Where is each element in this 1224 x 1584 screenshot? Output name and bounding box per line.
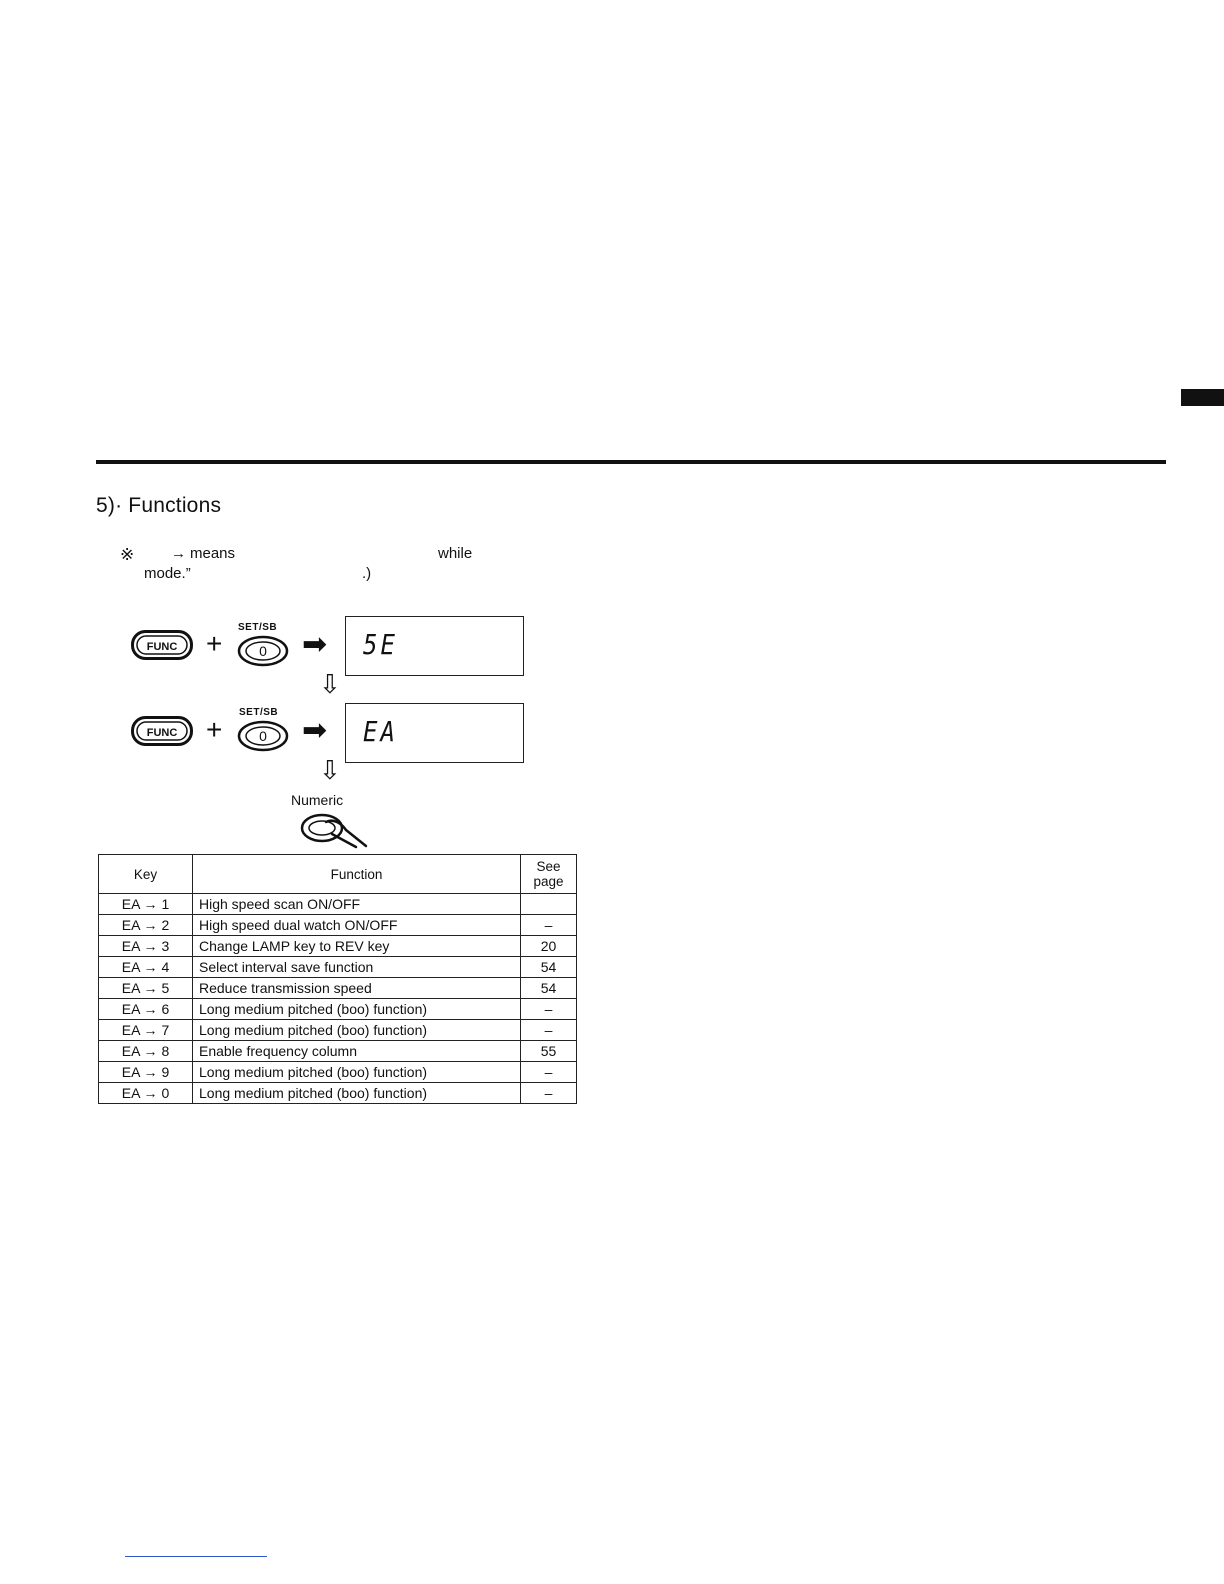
page-cell: 20 [521, 936, 577, 957]
lcd-text-1: 5E [363, 628, 398, 662]
function-cell: Long medium pitched (boo) function) [193, 1083, 521, 1104]
func-key-icon [131, 630, 193, 660]
table-row [99, 999, 577, 1020]
note-arrow: → [171, 545, 186, 562]
table-row [99, 978, 577, 999]
plus-sign-2: + [206, 714, 223, 745]
key-cell: EA → 0 [99, 1083, 193, 1104]
key-cell: EA → 4 [99, 957, 193, 978]
section-rule [96, 460, 1166, 464]
zero-key-icon [237, 720, 289, 752]
page-cell: – [521, 1083, 577, 1104]
function-cell: Reduce transmission speed [193, 978, 521, 999]
header-key: Key [99, 855, 193, 894]
table-row [99, 936, 577, 957]
arrow-down-icon: ⇩ [319, 669, 341, 699]
key-cell: EA → 5 [99, 978, 193, 999]
page-cell: – [521, 915, 577, 936]
lcd-display-2 [345, 703, 524, 763]
table-row [99, 1062, 577, 1083]
function-cell: Long medium pitched (boo) function) [193, 1062, 521, 1083]
arrow-right-icon: ➡ [302, 714, 328, 747]
set-sb-caption-1: SET/SB [238, 622, 278, 633]
table-row [99, 1020, 577, 1041]
arrow-right-icon: ➡ [302, 628, 328, 661]
function-cell: Long medium pitched (boo) function) [193, 999, 521, 1020]
svg-text:0: 0 [259, 728, 267, 744]
zero-key-icon [237, 635, 289, 667]
key-cell: EA → 9 [99, 1062, 193, 1083]
function-cell: High speed dual watch ON/OFF [193, 915, 521, 936]
note-mode: mode.” [144, 565, 191, 582]
note-means: means [190, 545, 236, 562]
svg-text:FUNC: FUNC [146, 641, 178, 653]
function-cell: Select interval save function [193, 957, 521, 978]
func-key-icon [131, 716, 193, 746]
header-function: Function [193, 855, 521, 894]
set-sb-caption-2: SET/SB [239, 707, 279, 718]
footer-link-underline [125, 1556, 267, 1557]
key-cell: EA → 7 [99, 1020, 193, 1041]
note-while: while [438, 545, 473, 562]
lcd-display-1 [345, 616, 524, 676]
page-cell [521, 894, 577, 915]
function-cell: High speed scan ON/OFF [193, 894, 521, 915]
page-cell: 54 [521, 978, 577, 999]
finger-press-icon [300, 810, 372, 850]
key-cell: EA → 1 [99, 894, 193, 915]
page-cell: – [521, 999, 577, 1020]
table-row [99, 915, 577, 936]
function-cell: Long medium pitched (boo) function) [193, 1020, 521, 1041]
page-edge-tab [1181, 389, 1224, 406]
set-key-2 [237, 720, 289, 757]
page-cell: 54 [521, 957, 577, 978]
func-key-2 [131, 716, 193, 751]
key-cell: EA → 3 [99, 936, 193, 957]
lcd-text-2: EA [363, 715, 398, 749]
svg-text:FUNC: FUNC [146, 727, 178, 739]
table-row [99, 1041, 577, 1062]
arrow-down-icon: ⇩ [319, 755, 341, 785]
page-cell: – [521, 1062, 577, 1083]
table-row [99, 1083, 577, 1104]
numeric-label: Numeric [291, 792, 344, 808]
table-row [99, 957, 577, 978]
table-row [99, 894, 577, 915]
key-cell: EA → 6 [99, 999, 193, 1020]
func-key-1 [131, 630, 193, 665]
table-header-row [99, 855, 577, 894]
plus-sign-1: + [206, 628, 223, 659]
page-cell: 55 [521, 1041, 577, 1062]
note-end: .) [362, 565, 372, 582]
key-cell: EA → 8 [99, 1041, 193, 1062]
function-cell: Enable frequency column [193, 1041, 521, 1062]
svg-text:0: 0 [259, 643, 267, 659]
page-cell: – [521, 1020, 577, 1041]
reference-mark: ※ [120, 545, 135, 564]
key-cell: EA → 2 [99, 915, 193, 936]
header-see-page: See page [521, 855, 577, 894]
set-key-1 [237, 635, 289, 672]
section-heading: 5)· Functions [96, 494, 222, 517]
numeric-key [300, 810, 372, 855]
function-cell: Change LAMP key to REV key [193, 936, 521, 957]
functions-table [98, 854, 577, 1104]
